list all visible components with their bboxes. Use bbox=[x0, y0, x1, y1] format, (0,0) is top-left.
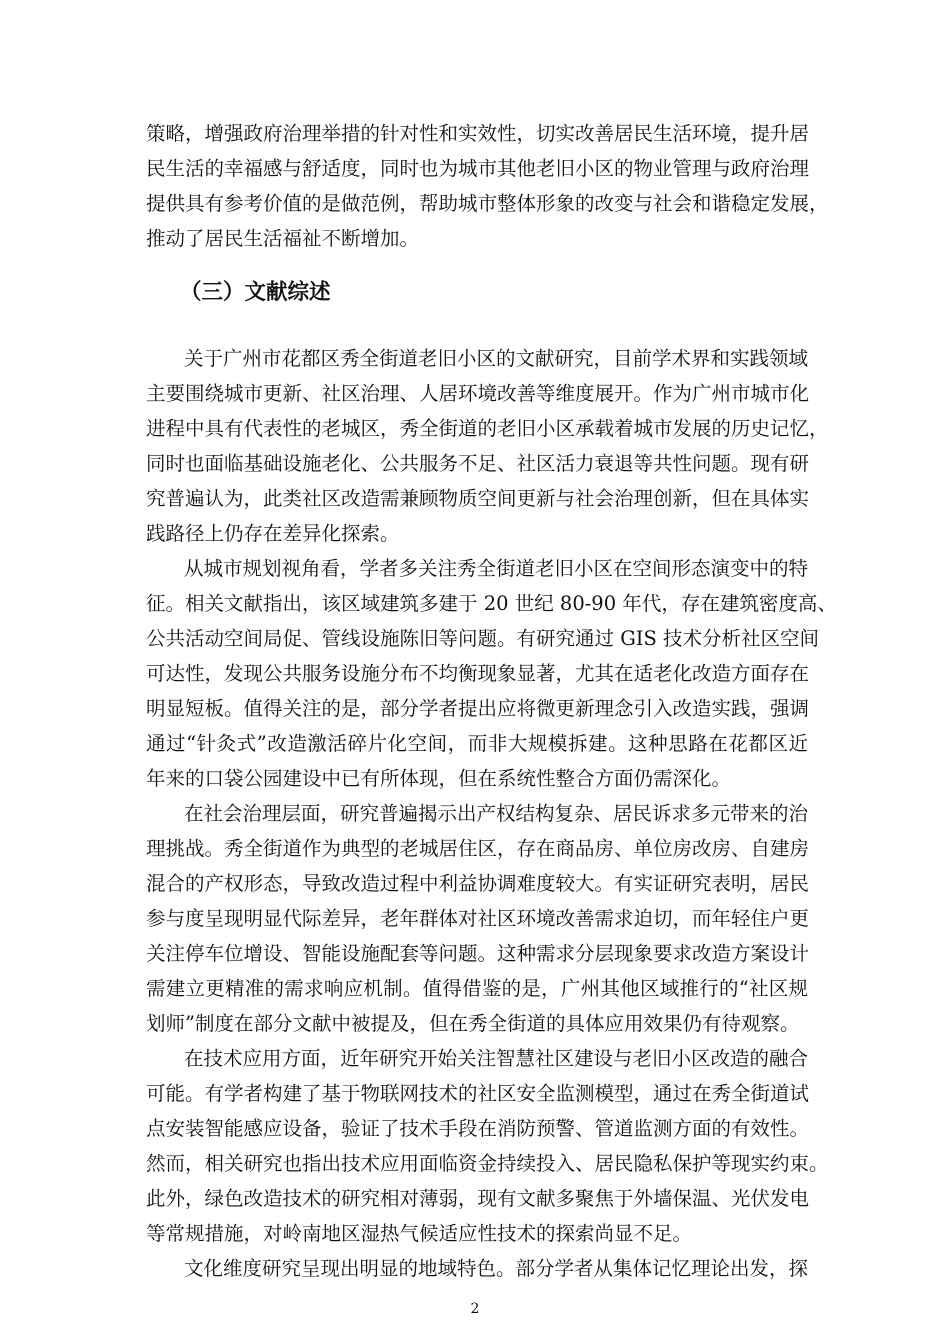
body-paragraph bbox=[146, 341, 829, 551]
paragraph-line: 混合的产权形态，导致改造过程中利益协调难度较大。有实证研究表明，居民 bbox=[146, 872, 810, 895]
paragraph-line: 主要围绕城市更新、社区治理、人居环境改善等维度展开。作为广州市城市化 bbox=[146, 382, 810, 405]
paragraph-line: 推动了居民生活福祉不断增加。 bbox=[146, 227, 420, 250]
paragraph-line: 从城市规划视角看，学者多关注秀全街道老旧小区在空间形态演变中的特 bbox=[184, 557, 809, 580]
paragraph-line: 可达性，发现公共服务设施分布不均衡现象显著，尤其在适老化改造方面存在 bbox=[146, 662, 810, 685]
paragraph-line: 明显短板。值得关注的是，部分学者提出应将微更新理念引入改造实践，强调 bbox=[146, 697, 810, 720]
paragraph-line: 究普遍认为，此类社区改造需兼顾物质空间更新与社会治理创新，但在具体实 bbox=[146, 487, 810, 510]
paragraph-line: 点安装智能感应设备，验证了技术手段在消防预警、管道监测方面的有效性。 bbox=[146, 1117, 810, 1140]
paragraph-line: 关注停车位增设、智能设施配套等问题。这种需求分层现象要求改造方案设计 bbox=[146, 942, 810, 965]
paragraph-line: 文化维度研究呈现出明显的地域特色。部分学者从集体记忆理论出发，探 bbox=[184, 1257, 809, 1280]
paragraph-line: 等常规措施，对岭南地区湿热气候适应性技术的探索尚显不足。 bbox=[146, 1222, 693, 1245]
paragraph-line: 民生活的幸福感与舒适度，同时也为城市其他老旧小区的物业管理与政府治理 bbox=[146, 157, 810, 180]
paragraph-line: 通过“针灸式”改造激活碎片化空间，而非大规模拆建。这种思路在花都区近 bbox=[146, 732, 808, 755]
body-paragraph bbox=[146, 551, 837, 796]
paragraph-line: 需建立更精准的需求响应机制。值得借鉴的是，广州其他区域推行的“社区规 bbox=[146, 977, 808, 1000]
paragraph-line: 同时也面临基础设施老化、公共服务不足、社区活力衰退等共性问题。现有研 bbox=[146, 452, 810, 475]
paragraph-line: 进程中具有代表性的老城区，秀全街道的老旧小区承载着城市发展的历史记忆， bbox=[146, 417, 829, 440]
paragraph-line: 策略，增强政府治理举措的针对性和实效性，切实改善居民生活环境，提升居 bbox=[146, 122, 810, 145]
paragraph-line: 公共活动空间局促、管线设施陈旧等问题。有研究通过 GIS 技术分析社区空间 bbox=[146, 627, 820, 650]
paragraph-line: 此外，绿色改造技术的研究相对薄弱，现有文献多聚焦于外墙保温、光伏发电 bbox=[146, 1187, 810, 1210]
paragraph-line: 理挑战。秀全街道作为典型的老城居住区，存在商品房、单位房改房、自建房 bbox=[146, 837, 810, 860]
paragraph-line: 年来的口袋公园建设中已有所体现，但在系统性整合方面仍需深化。 bbox=[146, 767, 732, 790]
body-paragraph bbox=[146, 1041, 829, 1251]
paragraph-line: 在社会治理层面，研究普遍揭示出产权结构复杂、居民诉求多元带来的治 bbox=[184, 802, 809, 825]
paragraph-line: 践路径上仍存在差异化探索。 bbox=[146, 522, 400, 545]
paragraph-line: 提供具有参考价值的是做范例，帮助城市整体形象的改变与社会和谐稳定发展， bbox=[146, 192, 829, 215]
paragraph-line: 可能。有学者构建了基于物联网技术的社区安全监测模型，通过在秀全街道试 bbox=[146, 1082, 810, 1105]
paragraph-line: 参与度呈现明显代际差异，老年群体对社区环境改善需求迫切，而年轻住户更 bbox=[146, 907, 810, 930]
section-heading: （三）文献综述 bbox=[180, 280, 331, 305]
page-number: 2 bbox=[470, 1301, 480, 1317]
paragraph-line: 征。相关文献指出，该区域建筑多建于 20 世纪 80-90 年代，存在建筑密度高、 bbox=[146, 592, 837, 615]
paragraph-line: 关于广州市花都区秀全街道老旧小区的文献研究，目前学术界和实践领域 bbox=[184, 347, 809, 370]
paragraph-line: 划师”制度在部分文献中被提及，但在秀全街道的具体应用效果仍有待观察。 bbox=[146, 1012, 800, 1035]
body-paragraph bbox=[146, 1251, 808, 1286]
paragraph-line: 在技术应用方面，近年研究开始关注智慧社区建设与老旧小区改造的融合 bbox=[184, 1047, 809, 1070]
intro-paragraph bbox=[146, 116, 829, 256]
body-paragraph bbox=[146, 796, 808, 1041]
paragraph-line: 然而，相关研究也指出技术应用面临资金持续投入、居民隐私保护等现实约束。 bbox=[146, 1152, 829, 1175]
